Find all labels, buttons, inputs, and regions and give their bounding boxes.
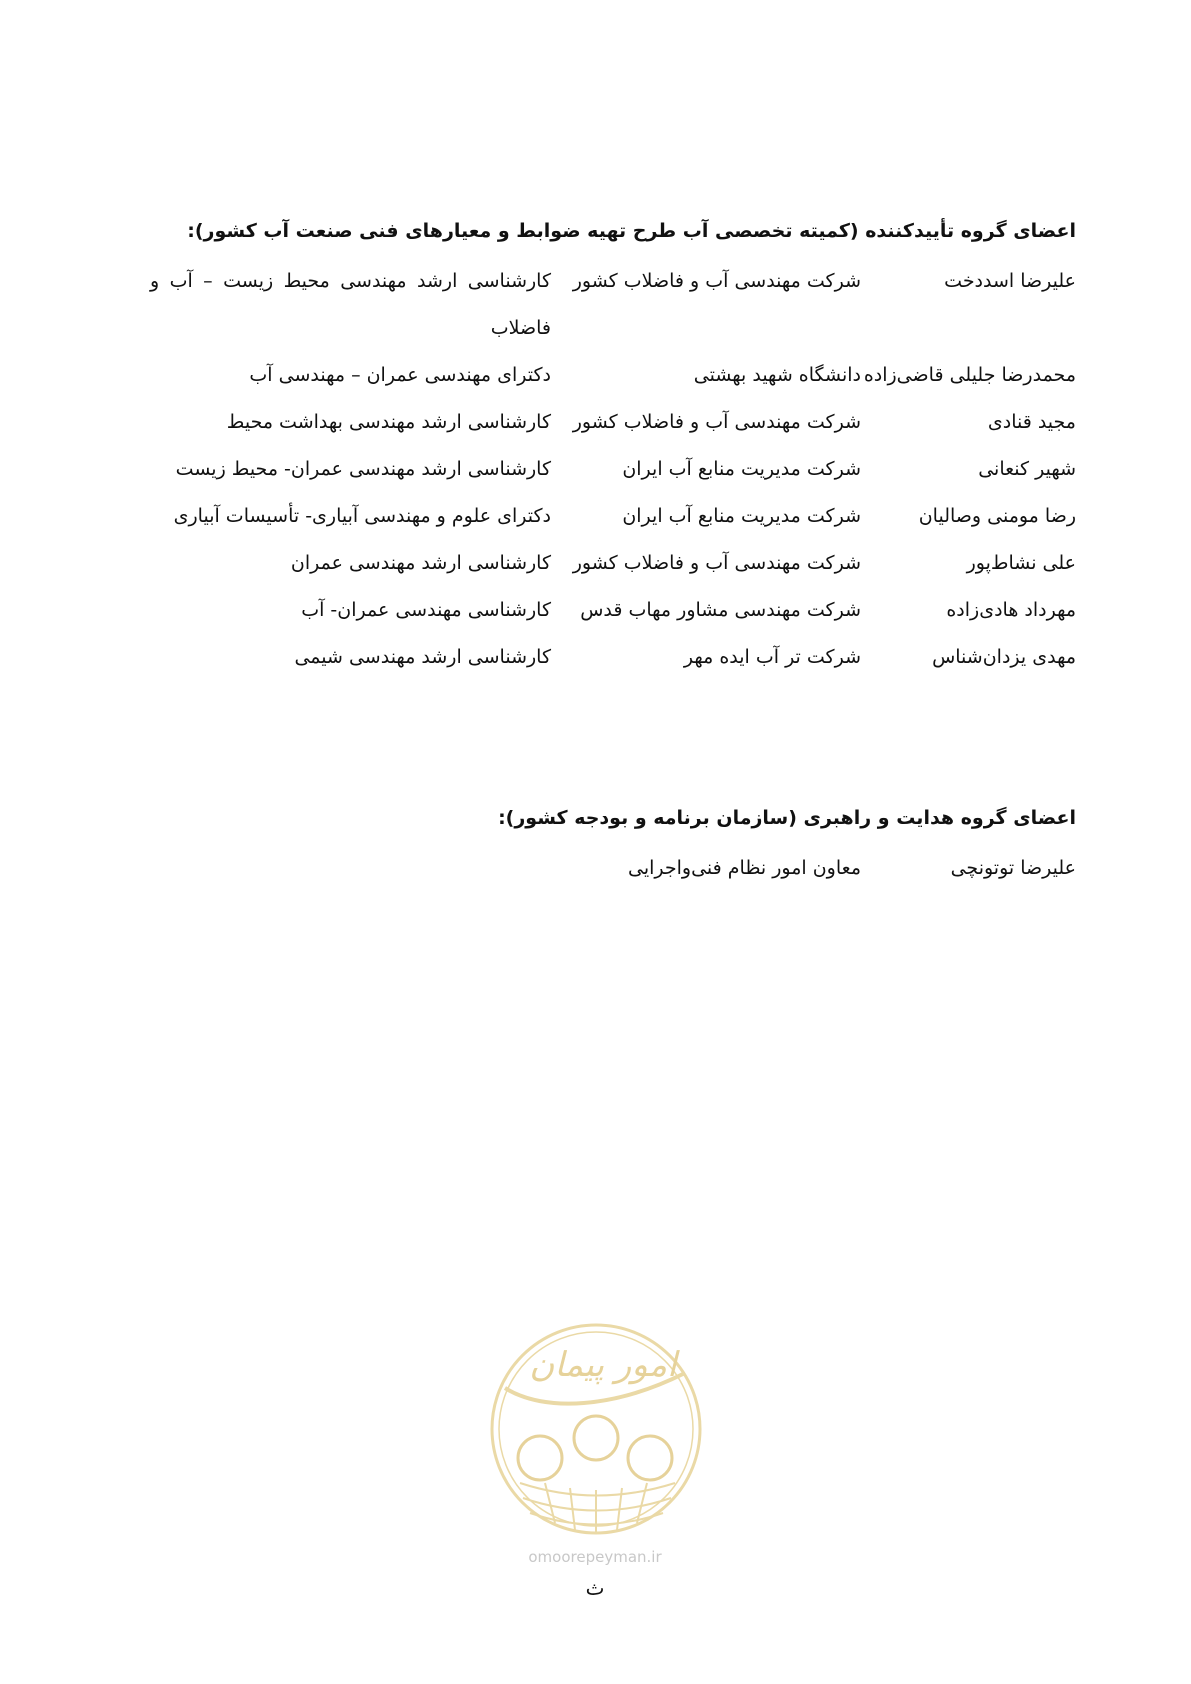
member-position: معاون امور نظام فنی‌واجرایی	[628, 857, 861, 879]
member-name: مهدی یزدان‌شناس	[932, 646, 1076, 668]
member-degree: کارشناسی ارشد مهندسی عمران	[290, 552, 551, 574]
member-row	[150, 446, 1076, 493]
member-name: شهیر کنعانی	[978, 458, 1076, 480]
watermark-seal-logo	[485, 1318, 707, 1580]
member-row	[150, 258, 1076, 352]
member-organization: دانشگاه شهید بهشتی	[693, 364, 861, 386]
member-organization: شرکت مهندسی آب و فاضلاب کشور	[572, 270, 861, 292]
member-row	[150, 352, 1076, 399]
member-organization: شرکت مدیریت منابع آب ایران	[622, 505, 861, 527]
member-degree: دکترای مهندسی عمران – مهندسی آب	[249, 364, 551, 386]
member-organization: شرکت تر آب ایده مهر	[683, 646, 861, 668]
approval-group-members	[150, 258, 1076, 681]
svg-text:امور پیمان: امور پیمان	[529, 1345, 677, 1385]
member-degree: کارشناسی ارشد مهندسی عمران- محیط زیست	[175, 458, 551, 480]
steering-group-members	[150, 845, 1076, 892]
member-name: مهرداد هادی‌زاده	[946, 599, 1076, 621]
member-degree: کارشناسی ارشد مهندسی محیط زیست – آب و فاضلاب	[150, 270, 551, 339]
member-row	[150, 493, 1076, 540]
page-number: ث	[585, 1576, 605, 1600]
watermark-url: omoorepeyman.ir	[528, 1548, 662, 1566]
steering-group-heading: اعضای گروه هدایت و راهبری (سازمان برنامه و بودجه کشور):	[498, 807, 1076, 829]
member-organization: شرکت مهندسی آب و فاضلاب کشور	[572, 552, 861, 574]
member-row	[150, 634, 1076, 681]
member-name: علیرضا اسددخت	[944, 270, 1076, 292]
member-name: محمدرضا جلیلی قاضی‌زاده	[863, 364, 1076, 386]
member-organization: شرکت مهندسی مشاور مهاب قدس	[580, 599, 861, 621]
member-organization: شرکت مدیریت منابع آب ایران	[622, 458, 861, 480]
member-row	[150, 587, 1076, 634]
member-name: مجید قنادی	[987, 411, 1076, 433]
member-name: علیرضا توتونچی	[950, 857, 1076, 879]
member-row	[150, 845, 1076, 892]
member-degree: کارشناسی مهندسی عمران- آب	[301, 599, 551, 621]
member-degree: دکترای علوم و مهندسی آبیاری- تأسیسات آبیاری	[173, 505, 551, 527]
member-organization: شرکت مهندسی آب و فاضلاب کشور	[572, 411, 861, 433]
member-name: علی نشاط‌پور	[966, 552, 1076, 574]
member-degree: کارشناسی ارشد مهندسی بهداشت محیط	[226, 411, 551, 433]
member-row	[150, 399, 1076, 446]
member-name: رضا مومنی وصالیان	[918, 505, 1076, 527]
member-degree: کارشناسی ارشد مهندسی شیمی	[294, 646, 551, 668]
member-row	[150, 540, 1076, 587]
approval-group-heading: اعضای گروه تأییدکننده (کمیته تخصصی آب طرح تهیه ضوابط و معیارهای فنی صنعت آب کشور):	[187, 220, 1076, 242]
